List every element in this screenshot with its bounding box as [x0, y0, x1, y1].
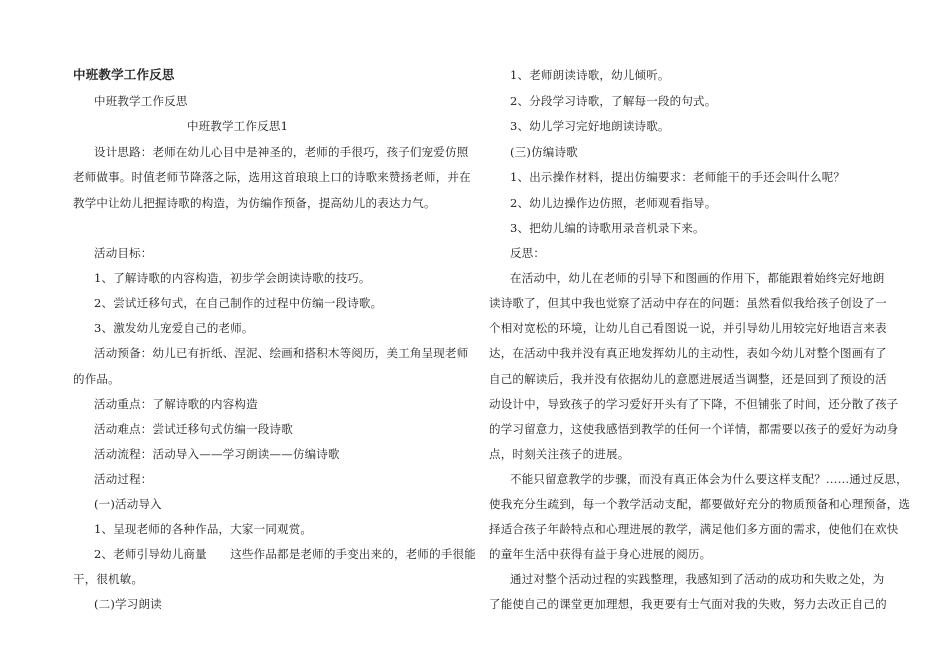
list-item: 2、老师引导幼儿商量 这些作品都是老师的手变出来的，老师的手很能: [94, 547, 476, 561]
paragraph-line: 点，时刻关注孩子的进展。: [489, 447, 630, 461]
list-item: 2、幼儿边操作边仿照，老师观看指导。: [510, 196, 717, 210]
paragraph-line: 教学中让幼儿把握诗歌的构造，为仿编作预备，提高幼儿的表达力气。: [73, 196, 436, 210]
subtitle: 中班教学工作反思: [94, 94, 188, 108]
paragraph-line: 个相对宽松的环境，让幼儿自己看图说一说，并引导幼儿用较完好地语言来表: [489, 321, 887, 335]
list-item: 1、呈现老师的各种作品，大家一同观赏。: [94, 522, 313, 536]
section-heading: 中班教学工作反思1: [187, 119, 289, 133]
paragraph-line: 的童年生活中获得有益于身心进展的阅历。: [489, 547, 712, 561]
paragraph-line: 择适合孩子年龄特点和心理进展的教学，满足他们多方面的需求，使他们在欢快: [489, 522, 899, 536]
paragraph-line: 的作品。: [73, 372, 120, 386]
paragraph-line: 活动过程：: [94, 472, 153, 486]
paragraph-line: 活动目标：: [94, 246, 153, 260]
section-heading: (二)学习朗读: [94, 597, 162, 611]
paragraph-line: 不能只留意教学的步骤，而没有真正体会为什么要这样支配？……通过反思，: [510, 472, 908, 486]
paragraph-line: 活动难点：尝试迁移句式仿编一段诗歌: [94, 422, 293, 436]
paragraph-line: 活动重点：了解诗歌的内容构造: [94, 397, 258, 411]
paragraph-line: 在活动中，幼儿在老师的引导下和图画的作用下，都能跟着始终完好地朗: [510, 271, 885, 285]
paragraph-line: 反思：: [510, 246, 546, 260]
list-item: 1、了解诗歌的内容构造，初步学会朗读诗歌的技巧。: [94, 271, 371, 285]
document-title: 中班教学工作反思: [73, 67, 175, 82]
paragraph-line: 干，很机敏。: [73, 572, 144, 586]
paragraph-line: 活动预备：幼儿已有折纸、涅泥、绘画和搭积木等阅历，美工角呈现老师: [94, 346, 469, 360]
list-item: 1、老师朗读诗歌，幼儿倾听。: [510, 68, 670, 82]
paragraph-line: 活动流程：活动导入——学习朗读——仿编诗歌: [94, 447, 340, 461]
paragraph-line: 使我充分生疏到，每一个教学活动支配，都要做好充分的物质预备和心理预备，选: [489, 497, 911, 511]
list-item: 2、尝试迁移句式，在自己制作的过程中仿编一段诗歌。: [94, 296, 383, 310]
list-item: 3、幼儿学习完好地朗读诗歌。: [510, 119, 670, 133]
section-heading: (一)活动导入: [94, 497, 162, 511]
list-item: 3、激发幼儿宠爱自己的老师。: [94, 321, 254, 335]
section-heading: (三)仿编诗歌: [510, 145, 578, 159]
list-item: 1、出示操作材料，提出仿编要求：老师能干的手还会叫什么呢？: [510, 170, 846, 184]
paragraph-line: 的学习留意力，这使我感悟到教学的任何一个详情，都需要以孩子的爱好为动身: [489, 422, 899, 436]
paragraph-line: 了能使自己的课堂更加理想，我更要有士气面对我的失败，努力去改正自己的: [489, 597, 887, 611]
paragraph-line: 设计思路：老师在幼儿心目中是神圣的，老师的手很巧，孩子们宠爱仿照: [94, 145, 469, 159]
paragraph-line: 动设计中，导致孩子的学习爱好开头有了下降，不但铺张了时间，还分散了孩子: [489, 397, 899, 411]
paragraph-line: 达，在活动中我并没有真正地发挥幼儿的主动性，表如今幼儿对整个图画有了: [489, 346, 887, 360]
paragraph-line: 通过对整个活动过程的实践整理，我感知到了活动的成功和失败之处，为: [510, 572, 885, 586]
paragraph-line: 读诗歌了，但其中我也觉察了活动中存在的问题：虽然看似我给孩子创设了一: [489, 296, 887, 310]
list-item: 2、分段学习诗歌，了解每一段的句式。: [510, 94, 717, 108]
paragraph-line: 老师做事。时值老师节降落之际，选用这首琅琅上口的诗歌来赞扬老师，并在: [73, 170, 471, 184]
paragraph-line: 自己的解读后，我并没有依据幼儿的意愿进展适当调整，还是回到了预设的活: [489, 372, 887, 386]
list-item: 3、把幼儿编的诗歌用录音机录下来。: [510, 221, 705, 235]
